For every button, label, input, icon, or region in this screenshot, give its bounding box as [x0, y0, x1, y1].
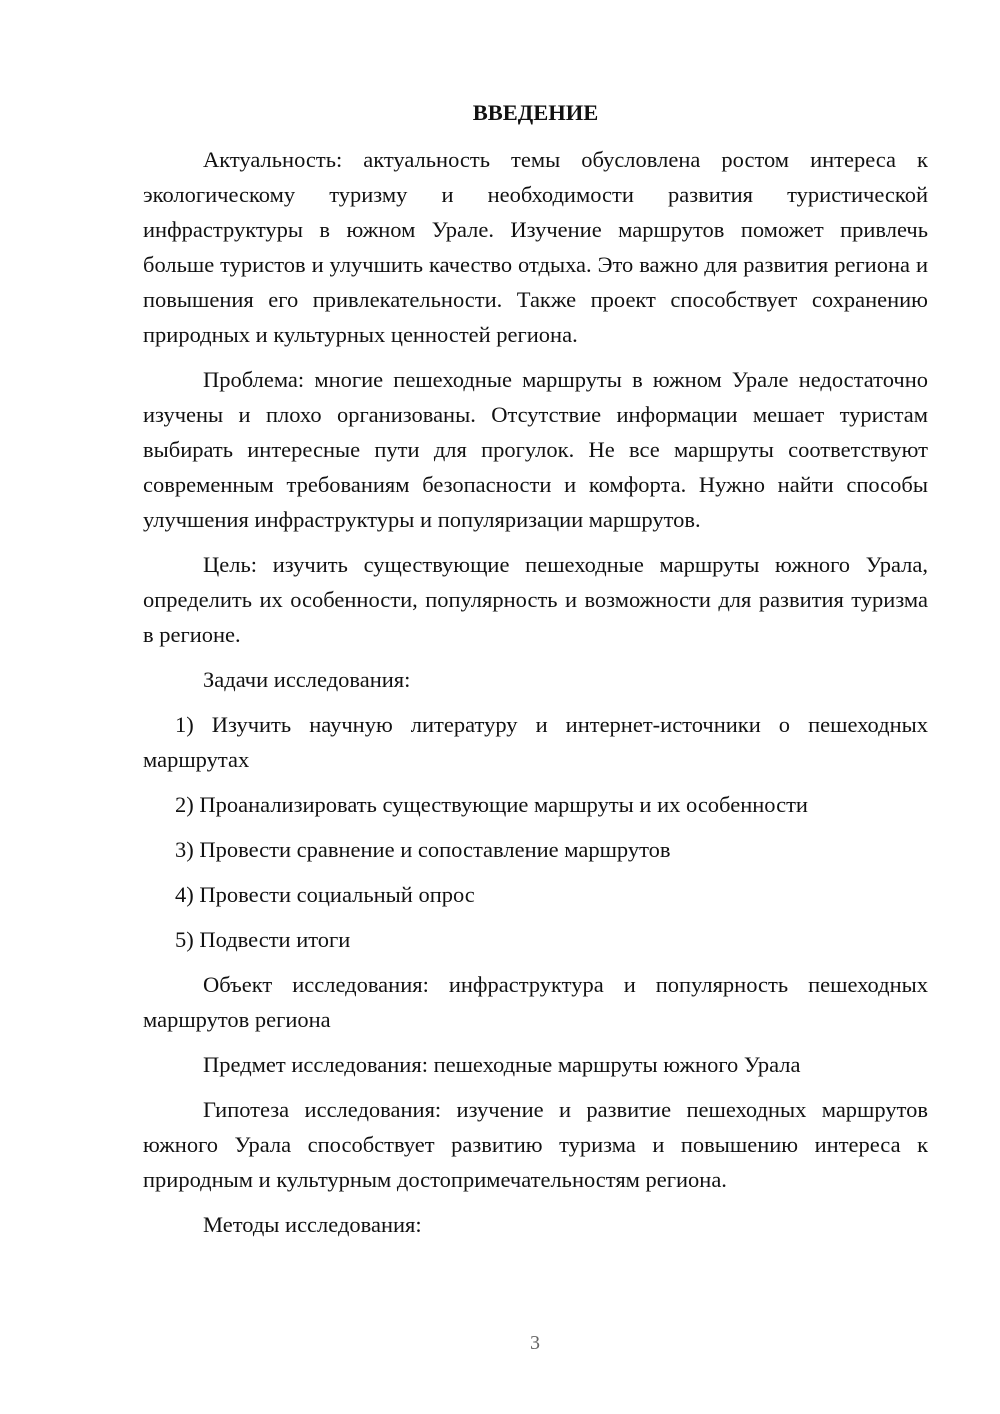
tasks-heading: Задачи исследования: [203, 667, 411, 692]
paragraph-problem: Проблема: многие пешеходные маршруты в южном Урале недостаточно изучены и плохо организованы. Отсутствие информации мешает туристам выбирать интересные пути для прогулок. Не все маршруты соответствуют современным требованиям безопасности и комфорта. Нужно найти способы улучшения инфраструктуры и популяризации маршрутов. [143, 367, 928, 532]
paragraph-relevance: Актуальность: актуальность темы обусловлена ростом интереса к экологическому туризму и необходимости развития туристической инфраструктуры в южном Урале. Изучение маршрутов поможет привлечь больше туристов и улучшить качество отдыха. Это важно для развития региона и повышения его привлекательности. Также проект способствует сохранению природных и культурных ценностей региона. [143, 147, 928, 347]
paragraph-hypothesis: Гипотеза исследования: изучение и развитие пешеходных маршрутов южного Урала способствует развитию туризма и повышению интереса к природным и культурным достопримечательностям региона. [143, 1097, 928, 1192]
task-item-4: 4) Провести социальный опрос [175, 882, 475, 907]
task-item-3: 3) Провести сравнение и сопоставление маршрутов [175, 837, 671, 862]
paragraph-goal: Цель: изучить существующие пешеходные маршруты южного Урала, определить их особенности, популярность и возможности для развития туризма в регионе. [143, 552, 928, 647]
page-number: 3 [530, 1332, 540, 1354]
paragraph-object: Объект исследования: инфраструктура и популярность пешеходных маршрутов региона [143, 972, 928, 1032]
methods-heading: Методы исследования: [203, 1212, 422, 1237]
task-item-2: 2) Проанализировать существующие маршруты и их особенности [175, 792, 808, 817]
task-item-5: 5) Подвести итоги [175, 927, 351, 952]
paragraph-subject: Предмет исследования: пешеходные маршруты южного Урала [203, 1052, 801, 1077]
document-title: ВВЕДЕНИЕ [472, 100, 599, 125]
document-page [143, 95, 928, 1252]
task-item-1: 1) Изучить научную литературу и интернет-источники о пешеходных маршрутах [143, 712, 928, 772]
